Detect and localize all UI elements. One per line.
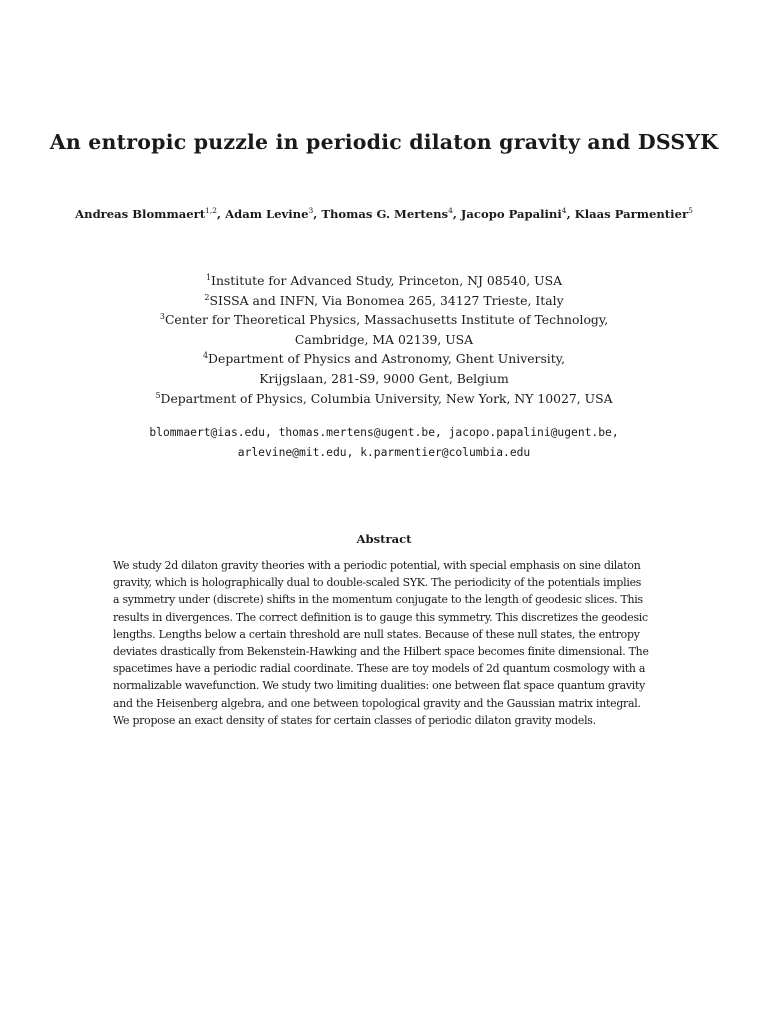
author-separator: , xyxy=(217,207,226,221)
paper-title: An entropic puzzle in periodic dilaton gravity and DSSYK xyxy=(49,130,719,154)
abstract-line: We study 2d dilaton gravity theories with a periodic potential, with special emphasis on sine dilaton xyxy=(113,559,641,572)
author-affiliation-mark: 4 xyxy=(561,206,567,215)
abstract-line: and the Heisenberg algebra, and one between topological gravity and the Gaussian matrix integral. xyxy=(113,696,641,710)
affiliation-text: SISSA and INFN, Via Bonomea 265, 34127 Trieste, Italy xyxy=(209,292,564,308)
author xyxy=(75,207,225,221)
abstract-text xyxy=(113,557,658,729)
affiliation-continuation: Krijgslaan, 281-S9, 9000 Gent, Belgium xyxy=(259,370,509,386)
affiliation-mark: 1 xyxy=(205,273,212,282)
author-name: Jacopo Papalini xyxy=(460,207,562,221)
author-name: Klaas Parmentier xyxy=(574,207,689,221)
author-name: Thomas G. Mertens xyxy=(321,207,449,221)
affiliation xyxy=(0,389,768,409)
affiliation-mark: 2 xyxy=(204,292,210,302)
affiliation-list xyxy=(0,271,768,408)
author xyxy=(321,207,461,221)
author-name: Andreas Blommaert xyxy=(75,207,206,221)
affiliation-text: Institute for Advanced Study, Princeton, NJ 08540, USA xyxy=(211,273,563,288)
author xyxy=(225,207,321,221)
affiliation-mark: 5 xyxy=(155,390,161,400)
abstract-line: results in divergences. The correct definition is to gauge this symmetry. This discretizes the geodesic xyxy=(113,610,648,624)
abstract-line: a symmetry under (discrete) shifts in the momentum conjugate to the length of geodesic slices. This xyxy=(113,593,643,607)
author-list xyxy=(0,207,768,221)
affiliation-mark: 3 xyxy=(159,312,165,322)
affiliation xyxy=(0,310,768,330)
author-affiliation-mark: 1,2 xyxy=(205,206,218,215)
email-list xyxy=(0,423,768,462)
affiliation-text: Department of Physics, Columbia University, New York, NY 10027, USA xyxy=(160,390,613,406)
email-line: arlevine@mit.edu, k.parmentier@columbia.edu xyxy=(237,445,531,459)
affiliation xyxy=(0,291,768,311)
email-line: blommaert@ias.edu, thomas.mertens@ugent.be, jacopo.papalini@ugent.be, xyxy=(149,426,619,439)
affiliation-text: Center for Theoretical Physics, Massachusetts Institute of Technology, xyxy=(164,312,609,328)
abstract-line: deviates drastically from Bekenstein-Hawking and the Hilbert space becomes finite dimensional. The xyxy=(113,645,649,659)
author-affiliation-mark: 3 xyxy=(308,206,314,215)
author xyxy=(575,207,693,221)
affiliation xyxy=(0,349,768,369)
author-separator: , xyxy=(313,207,322,221)
author-separator: , xyxy=(452,207,461,221)
abstract-line: normalizable wavefunction. We study two limiting dualities: one between flat space quantum gravity xyxy=(113,679,645,693)
author-name: Adam Levine xyxy=(225,207,309,221)
affiliation xyxy=(0,271,768,291)
author xyxy=(461,207,575,221)
abstract-line: We propose an exact density of states for certain classes of periodic dilaton gravity models. xyxy=(113,713,596,727)
abstract-line: gravity, which is holographically dual to double-scaled SYK. The periodicity of the potentials implies xyxy=(113,576,642,590)
author-affiliation-mark: 5 xyxy=(688,206,693,215)
abstract-heading: Abstract xyxy=(356,532,412,546)
author-affiliation-mark: 4 xyxy=(448,206,453,215)
abstract-line: lengths. Lengths below a certain threshold are null states. Because of these null states, the entropy xyxy=(113,627,640,641)
author-separator: , xyxy=(566,207,575,221)
affiliation-mark: 4 xyxy=(202,351,209,361)
abstract-line: spacetimes have a periodic radial coordinate. These are toy models of 2d quantum cosmology with a xyxy=(113,662,646,676)
affiliation-text: Department of Physics and Astronomy, Ghent University, xyxy=(208,351,566,367)
affiliation-continuation: Cambridge, MA 02139, USA xyxy=(294,331,474,347)
